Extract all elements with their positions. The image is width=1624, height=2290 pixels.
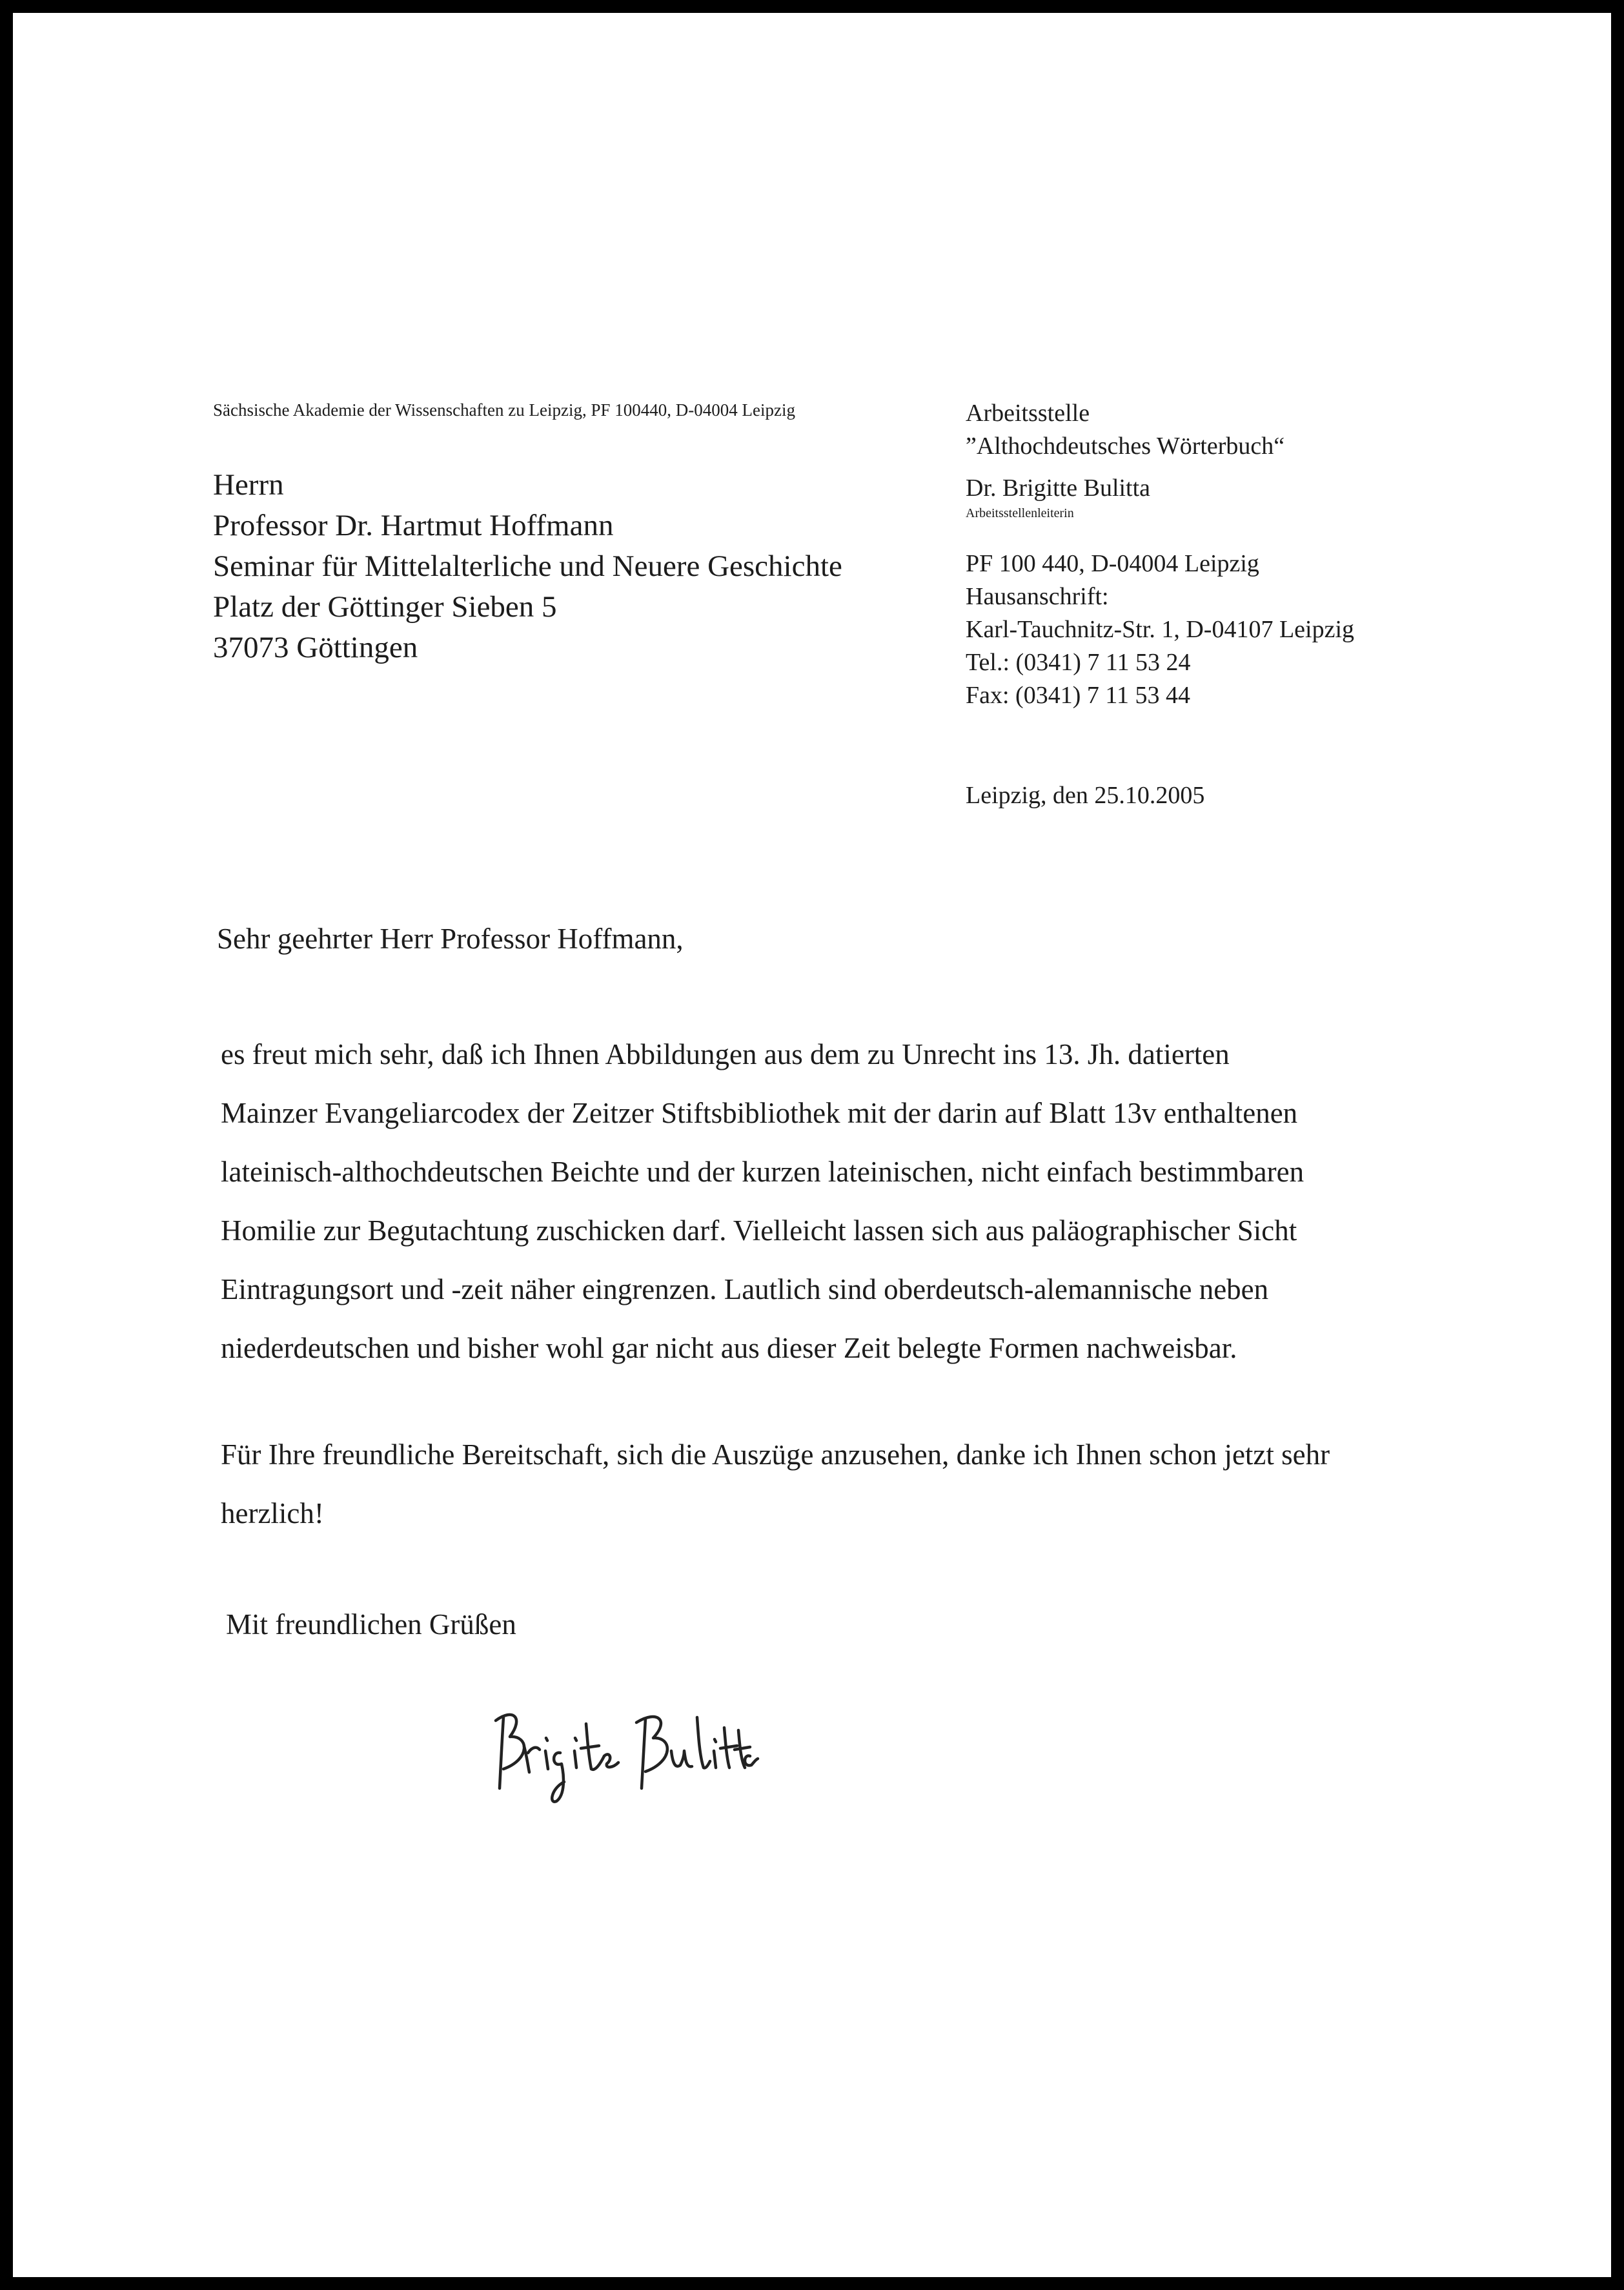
body-line: Homilie zur Begutachtung zuschicken darf. Vielleicht lassen sich aus paläographischer Sicht	[221, 1214, 1297, 1247]
letter-page	[13, 13, 1611, 2277]
body-line: es freut mich sehr, daß ich Ihnen Abbildungen aus dem zu Unrecht ins 13. Jh. datierten	[221, 1038, 1230, 1070]
salutation: Sehr geehrter Herr Professor Hoffmann,	[217, 923, 684, 955]
body-line: niederdeutschen und bisher wohl gar nicht aus dieser Zeit belegte Formen nachweisbar.	[221, 1332, 1237, 1364]
body-paragraph-2	[221, 1426, 1330, 1543]
recipient-department: Seminar für Mittelalterliche und Neuere Geschichte	[213, 549, 842, 583]
letter-date: Leipzig, den 25.10.2005	[966, 782, 1205, 809]
sender-return-address: Sächsische Akademie der Wissenschaften zu Leipzig, PF 100440, D-04004 Leipzig	[213, 400, 795, 420]
sender-name: Dr. Brigitte Bulitta	[966, 475, 1151, 502]
unit-label: Arbeitsstelle	[966, 400, 1090, 427]
body-line: herzlich!	[221, 1497, 324, 1529]
sender-title: Arbeitsstellenleiterin	[966, 506, 1074, 520]
recipient-address	[213, 465, 842, 668]
unit-name: ”Althochdeutsches Wörterbuch“	[966, 433, 1285, 460]
body-line: Für Ihre freundliche Bereitschaft, sich die Auszüge anzusehen, danke ich Ihnen schon jetzt sehr	[221, 1438, 1330, 1471]
recipient-street: Platz der Göttinger Sieben 5	[213, 590, 557, 624]
fax: Fax: (0341) 7 11 53 44	[966, 682, 1190, 709]
handwritten-signature	[484, 1692, 762, 1814]
address-label: Hausanschrift:	[966, 583, 1109, 610]
body-line: Eintragungsort und -zeit näher eingrenzen. Lautlich sind oberdeutsch-alemannische neben	[221, 1273, 1269, 1305]
sender-info-block	[966, 397, 1354, 712]
recipient-name: Professor Dr. Hartmut Hoffmann	[213, 509, 614, 542]
body-paragraph-1	[221, 1025, 1304, 1378]
recipient-city: 37073 Göttingen	[213, 631, 418, 664]
street-address: Karl-Tauchnitz-Str. 1, D-04107 Leipzig	[966, 616, 1355, 643]
telephone: Tel.: (0341) 7 11 53 24	[966, 649, 1191, 676]
body-line: lateinisch-althochdeutschen Beichte und der kurzen lateinischen, nicht einfach bestimmbaren	[221, 1156, 1304, 1188]
closing-phrase: Mit freundlichen Grüßen	[226, 1608, 516, 1641]
postal-address: PF 100 440, D-04004 Leipzig	[966, 550, 1259, 577]
body-line: Mainzer Evangeliarcodex der Zeitzer Stiftsbibliothek mit der darin auf Blatt 13v enthaltenen	[221, 1097, 1298, 1129]
recipient-salutation-line: Herrn	[213, 468, 284, 502]
